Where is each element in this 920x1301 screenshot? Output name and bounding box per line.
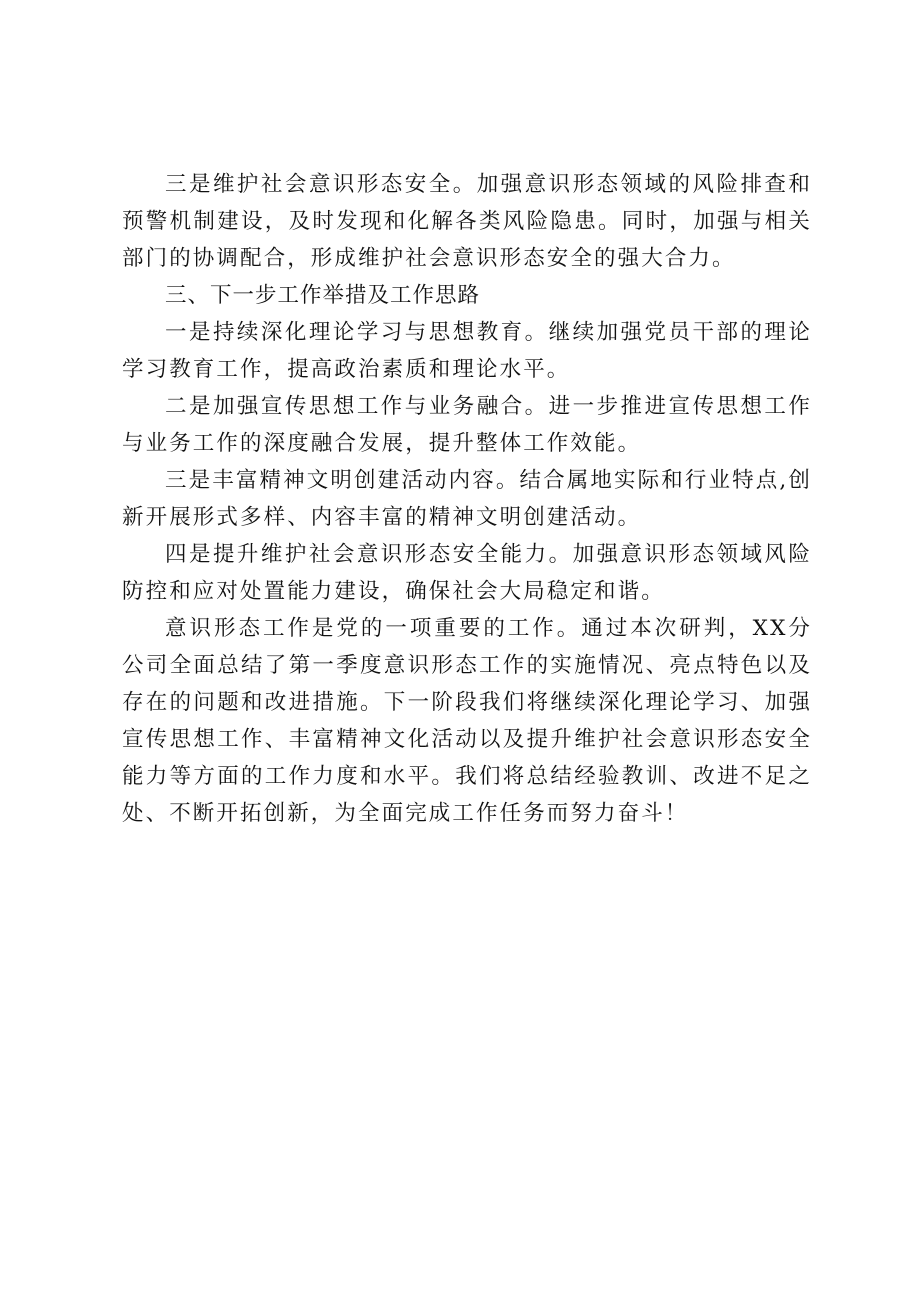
paragraph-conclusion: 意识形态工作是党的一项重要的工作。通过本次研判，XX分公司全面总结了第一季度意识形态工作的实施情况、亮点特色以及存在的问题和改进措施。下一阶段我们将继续深化理论学习、加强宣传思想工作、丰富精神文化活动以及提升维护社会意识形态安全能力等方面的工作力度和水平。我们将总结经验教训、改进不足之处、不断开拓创新，为全面完成工作任务而努力奋斗！ [122, 616, 812, 826]
paragraph-theory-study: 一是持续深化理论学习与思想教育。继续加强党员干部的理论学习教育工作，提高政治素质和理论水平。 [122, 320, 812, 382]
paragraph-spiritual-civilization: 三是丰富精神文明创建活动内容。结合属地实际和行业特点,创新开展形式多样、内容丰富的精神文明创建活动。 [122, 468, 812, 530]
paragraph-security-capability: 四是提升维护社会意识形态安全能力。加强意识形态领域风险防控和应对处置能力建设，确保社会大局稳定和谐。 [122, 542, 812, 604]
paragraph-propaganda-integration: 二是加强宣传思想工作与业务融合。进一步推进宣传思想工作与业务工作的深度融合发展，提升整体工作效能。 [122, 394, 812, 456]
paragraph-safeguard-ideology: 三是维护社会意识形态安全。加强意识形态领域的风险排查和预警机制建设，及时发现和化解各类风险隐患。同时，加强与相关部门的协调配合，形成维护社会意识形态安全的强大合力。 [122, 172, 812, 271]
section-heading-next-steps: 三、下一步工作举措及工作思路 [165, 283, 481, 308]
document-body [122, 166, 812, 832]
